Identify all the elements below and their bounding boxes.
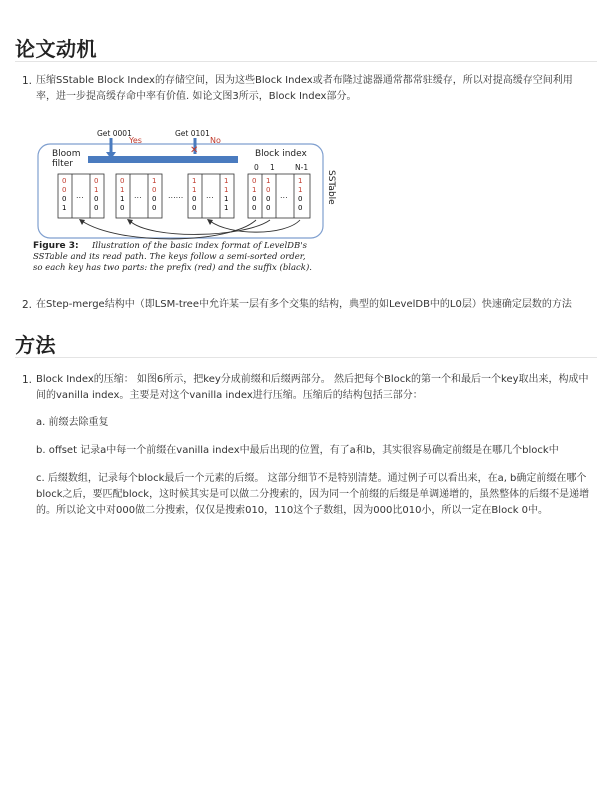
svg-text:0: 0 bbox=[252, 177, 257, 185]
svg-text:1: 1 bbox=[298, 186, 303, 194]
list-number: 2. bbox=[22, 299, 33, 311]
svg-text:0: 0 bbox=[120, 177, 125, 185]
bloom-filter-label-2: filter bbox=[52, 159, 73, 169]
svg-text:1: 1 bbox=[192, 177, 197, 185]
svg-text:0: 0 bbox=[266, 186, 271, 194]
svg-text:0: 0 bbox=[266, 195, 271, 203]
figure-caption-label: Figure 3: bbox=[33, 241, 79, 251]
svg-text:0: 0 bbox=[152, 195, 157, 203]
svg-text:0: 0 bbox=[62, 195, 67, 203]
svg-text:0: 0 bbox=[192, 204, 197, 212]
svg-text:1: 1 bbox=[266, 177, 271, 185]
svg-text:0: 0 bbox=[62, 177, 67, 185]
svg-text:0: 0 bbox=[266, 204, 271, 212]
ellipsis-2: ... bbox=[134, 191, 142, 200]
svg-text:0: 0 bbox=[62, 186, 67, 194]
svg-text:0: 0 bbox=[152, 204, 157, 212]
svg-text:0: 0 bbox=[192, 195, 197, 203]
svg-text:0: 0 bbox=[94, 177, 99, 185]
svg-text:0: 0 bbox=[120, 204, 125, 212]
svg-text:0: 0 bbox=[252, 195, 257, 203]
svg-text:1: 1 bbox=[224, 177, 229, 185]
svg-text:1: 1 bbox=[298, 177, 303, 185]
get-key-1: Get 0001 bbox=[97, 129, 132, 138]
svg-text:1: 1 bbox=[224, 204, 229, 212]
svg-text:1: 1 bbox=[192, 186, 197, 194]
yes-label: Yes bbox=[129, 136, 142, 145]
motivation-item-2: 在Step-merge结构中（即LSM-tree中允许某一层有多个交集的结构，典型的如LevelDB中的L0层）快速确定层数的方法 bbox=[36, 299, 572, 310]
svg-text:0: 0 bbox=[252, 204, 257, 212]
list-number: 1. bbox=[22, 75, 33, 87]
svg-text:1: 1 bbox=[152, 177, 157, 185]
method-sub-c: c. 后缀数组，记录每个block最后一个元素的后缀。 这部分细节不是特别清楚。通过例子可以看出来，在a, b确定前缀在哪个block之后，要匹配block，这时候其实是可以做二分搜索的，因为同一个前缀的后缀是单调递增的，虽然整体的后缀不是递增的。所以论文中对000做二分搜索，仅仅是搜索010，110这个子数组，因为000比010小，所以一定在Block 0中。 bbox=[36, 473, 590, 516]
svg-text:1: 1 bbox=[224, 186, 229, 194]
sstable-label: SSTable bbox=[326, 170, 336, 205]
get-key-2: Get 0101 bbox=[175, 129, 210, 138]
heading-divider bbox=[15, 61, 597, 62]
method-sub-b: b. offset 记录a中每一个前缀在vanilla index中最后出现的位置，有了a和b，其实很容易确定前缀是在哪几个block中 bbox=[36, 445, 559, 456]
svg-text:0: 0 bbox=[298, 204, 303, 212]
figure-3-sstable-index bbox=[30, 124, 350, 276]
svg-text:1: 1 bbox=[62, 204, 67, 212]
ellipsis-middle: ...... bbox=[168, 191, 184, 200]
method-item-1: Block Index的压缩： 如图6所示，把key分成前缀和后缀两部分。 然后把每个Block的第一个和最后一个key取出来，构成中间的vanilla index。主要是对这个vanilla index进行压缩。压缩后的结构包括三部分： bbox=[36, 374, 589, 401]
figure-caption-line-2: SSTable and its read path. The keys follow a semi-sorted order, bbox=[33, 252, 306, 262]
svg-text:1: 1 bbox=[120, 186, 125, 194]
no-label: No bbox=[210, 136, 221, 145]
block-index-label: Block index bbox=[255, 149, 307, 159]
svg-text:1: 1 bbox=[94, 186, 99, 194]
ellipsis-1: ... bbox=[76, 191, 84, 200]
svg-text:1: 1 bbox=[252, 186, 257, 194]
ellipsis-4: ... bbox=[280, 191, 288, 200]
index-n-1: N-1 bbox=[295, 163, 309, 172]
section-heading-motivation: 论文动机 bbox=[15, 37, 97, 61]
figure-caption-line-1: Illustration of the basic index format of LevelDB's bbox=[92, 241, 307, 251]
figure-caption-line-3: so each key has two parts: the prefix (red) and the suffix (black). bbox=[33, 263, 312, 273]
index-0: 0 bbox=[254, 163, 259, 172]
block-x-icon: ✕ bbox=[190, 145, 199, 156]
bloom-filter-label-1: Bloom bbox=[52, 149, 81, 159]
index-1: 1 bbox=[270, 163, 275, 172]
heading-divider bbox=[15, 357, 597, 358]
svg-text:0: 0 bbox=[152, 186, 157, 194]
method-sub-a: a. 前缀去除重复 bbox=[36, 417, 109, 428]
svg-text:0: 0 bbox=[94, 204, 99, 212]
svg-text:0: 0 bbox=[94, 195, 99, 203]
svg-text:1: 1 bbox=[120, 195, 125, 203]
list-number: 1. bbox=[22, 374, 33, 386]
svg-text:0: 0 bbox=[298, 195, 303, 203]
motivation-item-1: 压缩SStable Block Index的存储空间，因为这些Block Index或者布隆过滤器通常都常驻缓存，所以对提高缓存空间利用率，进一步提高缓存命中率有价值. 如论文图3所示，Block Index部分。 bbox=[36, 75, 573, 102]
pointer-arrow-icon bbox=[127, 219, 133, 225]
ellipsis-3: ... bbox=[206, 191, 214, 200]
svg-text:1: 1 bbox=[224, 195, 229, 203]
section-heading-method: 方法 bbox=[15, 333, 56, 357]
